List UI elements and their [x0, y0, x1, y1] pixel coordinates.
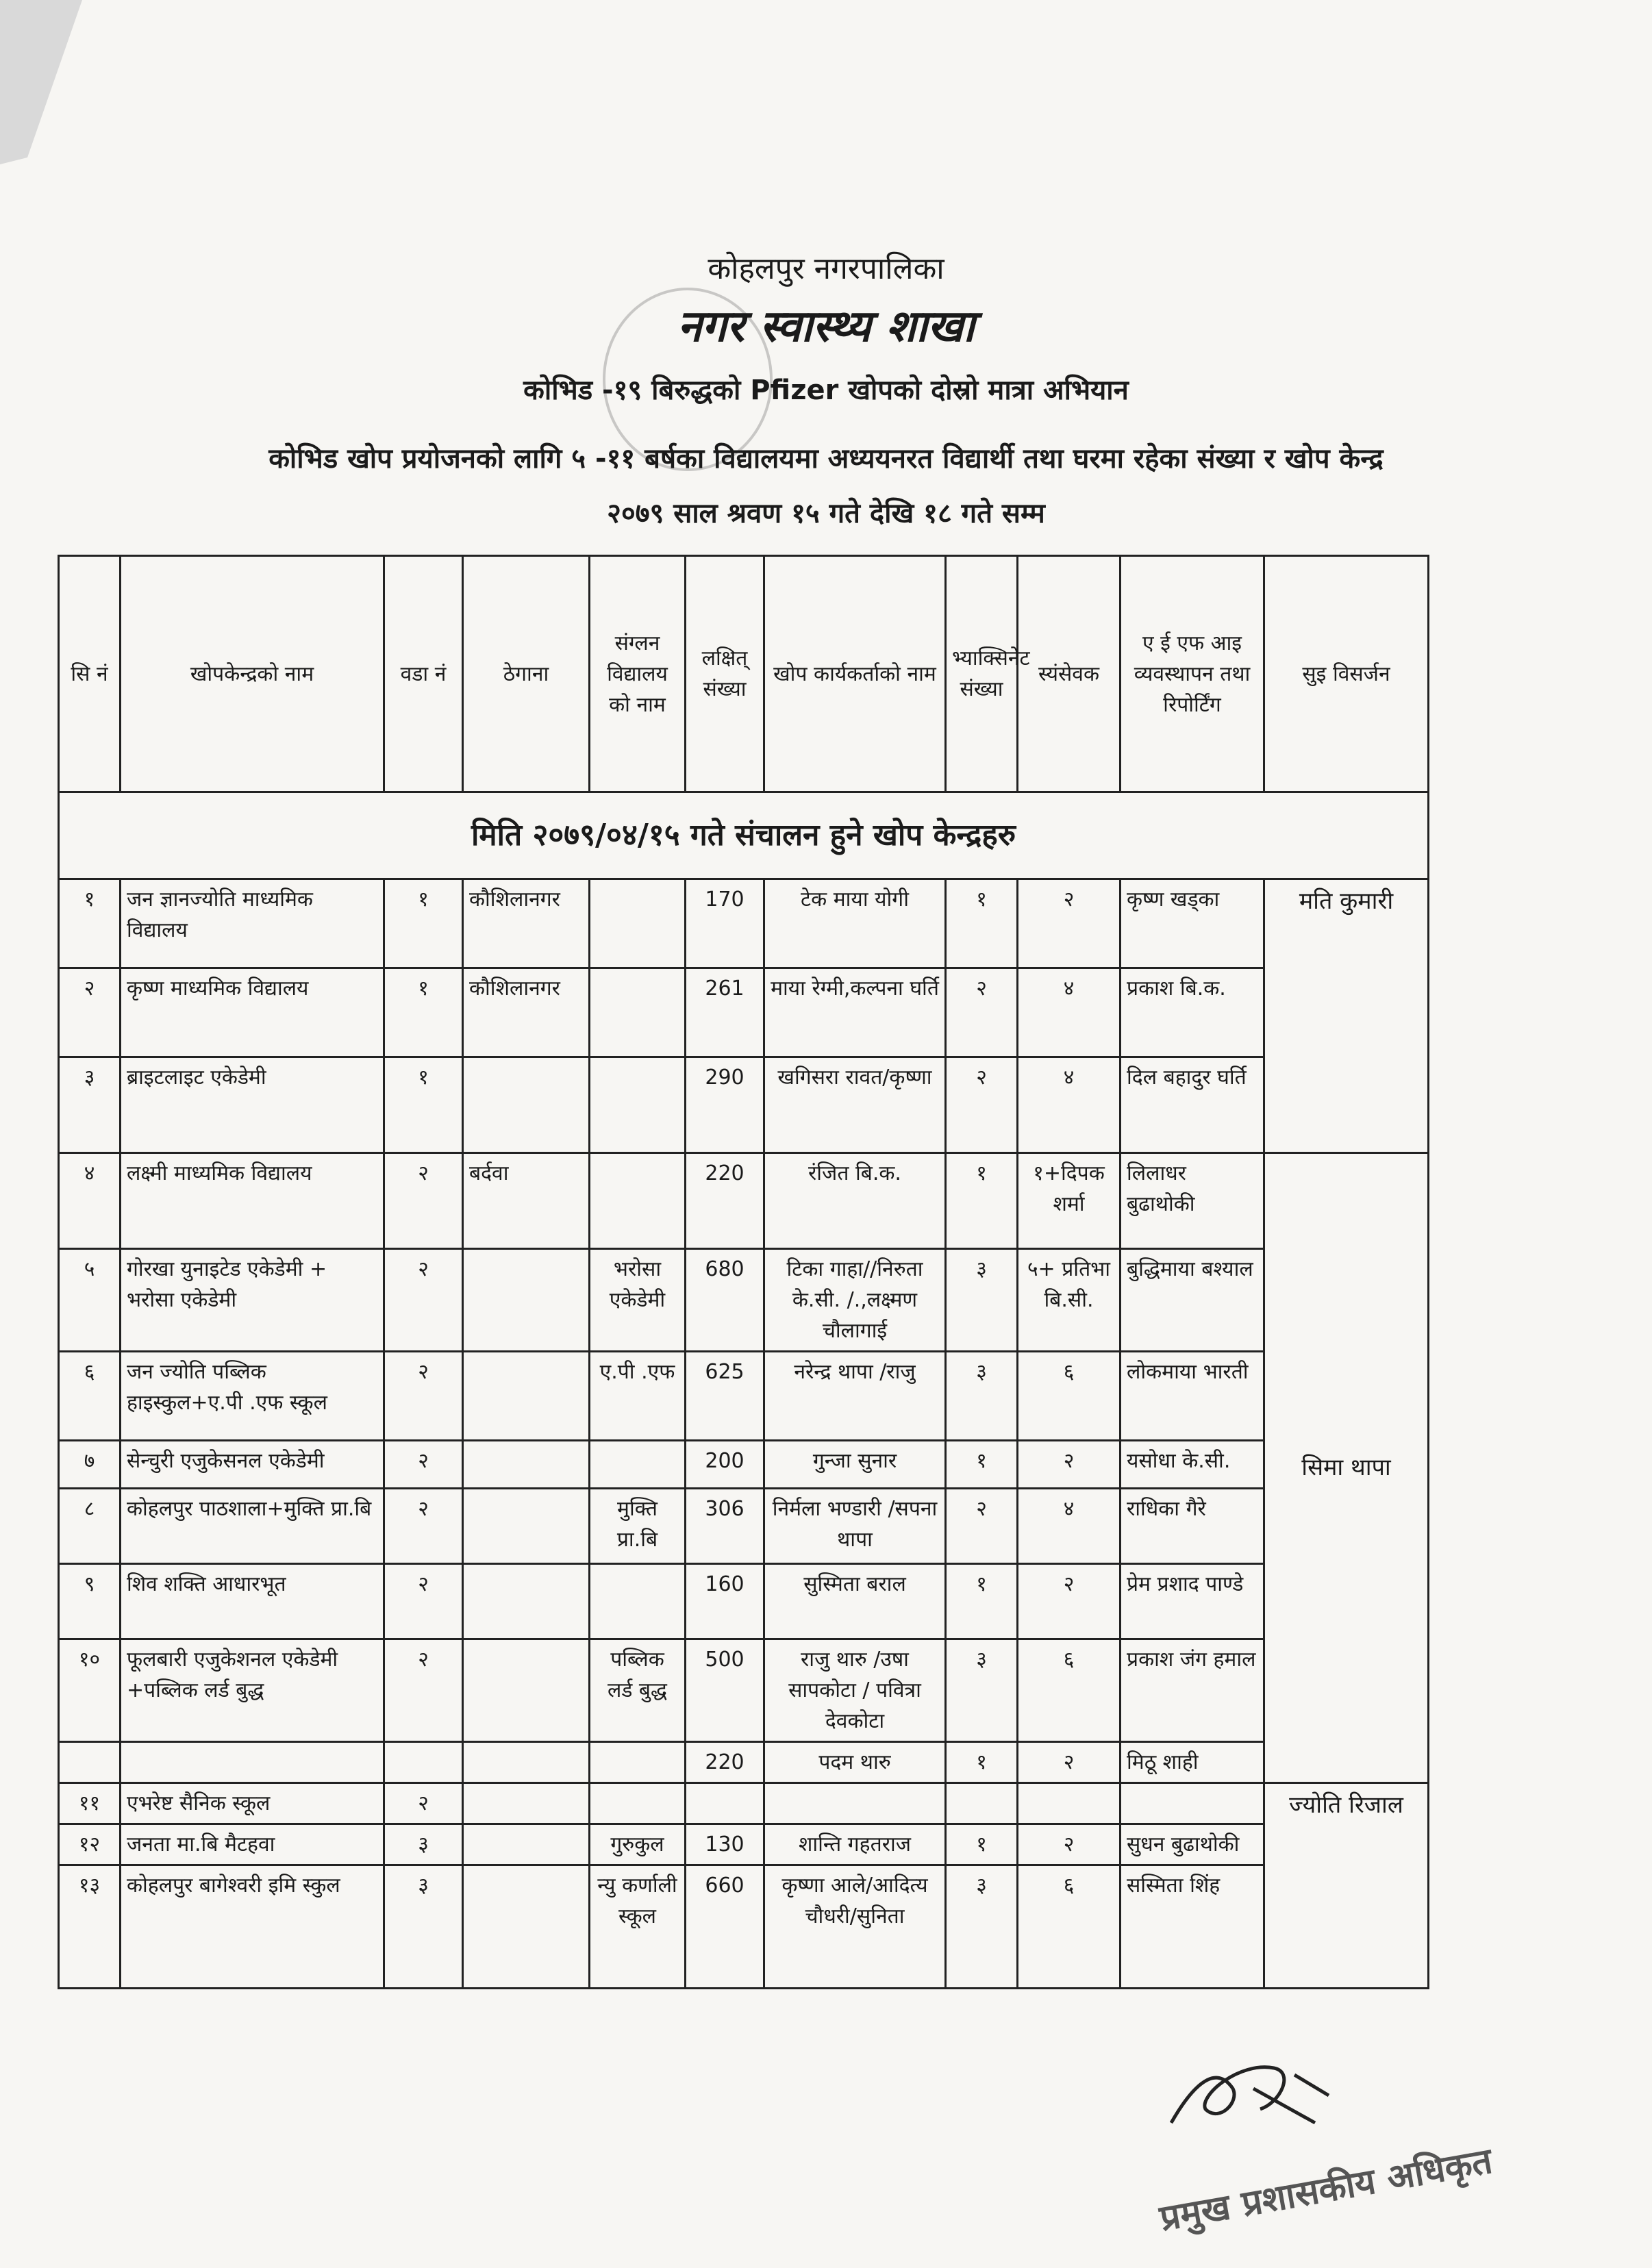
cell-aefi: प्रेम प्रशाद पाण्डे [1121, 1564, 1264, 1639]
cell-sn: २ [59, 968, 121, 1057]
col-header-ward: वडा नं [384, 556, 463, 792]
cell-ward: ३ [384, 1824, 463, 1865]
cell-center-name: जनता मा.बि मैटहवा [121, 1824, 384, 1865]
cell-target: 680 [686, 1249, 764, 1352]
vaccination-centers-table [58, 555, 1429, 1989]
cell-school [590, 1564, 686, 1639]
cell-sn: ६ [59, 1352, 121, 1441]
cell-volunteer [1018, 1783, 1121, 1824]
col-header-sn: सि नं [59, 556, 121, 792]
col-header-aefi: ए ई एफ आइ व्यवस्थापन तथा रिपोर्टिंग [1121, 556, 1264, 792]
cell-school: भरोसा एकेडेमी [590, 1249, 686, 1352]
document-subtitle: कोभिड खोप प्रयोजनको लागि ५ -११ बर्षका विद्यालयमा अध्ययनरत विद्यार्थी तथा घरमा रहेका संख्या र खोप केन्द्र [268, 443, 1384, 475]
cell-sn: ११ [59, 1783, 121, 1824]
cell-volunteer: ६ [1018, 1352, 1121, 1441]
col-header-address: ठेगाना [463, 556, 590, 792]
cell-worker: राजु थारु /उषा सापकोटा / पवित्रा देवकोटा [764, 1639, 946, 1742]
cell-volunteer: १+दिपक शर्मा [1018, 1153, 1121, 1249]
cell-worker: माया रेग्मी,कल्पना घर्ति [764, 968, 946, 1057]
cell-school: मुक्ति प्रा.बि [590, 1489, 686, 1564]
cell-sn [59, 1742, 121, 1783]
cell-ward: २ [384, 1249, 463, 1352]
cell-address [463, 1489, 590, 1564]
cell-target: 660 [686, 1865, 764, 1989]
cell-center-name: कृष्ण माध्यमिक विद्यालय [121, 968, 384, 1057]
cell-volunteer: ६ [1018, 1639, 1121, 1742]
municipality-name: कोहलपुर नगरपालिका [708, 251, 944, 286]
cell-center-name: जन ज्ञानज्योति माध्यमिक विद्यालय [121, 879, 384, 968]
table-row [59, 1153, 1429, 1249]
cell-vaccinator: २ [946, 1489, 1018, 1564]
col-header-disposal: सुइ विसर्जन [1264, 556, 1429, 792]
cell-school [590, 1153, 686, 1249]
cell-target [686, 1783, 764, 1824]
cell-center-name: शिव शक्ति आधारभूत [121, 1564, 384, 1639]
cell-worker: खगिसरा रावत/कृष्णा [764, 1057, 946, 1153]
cell-ward: ३ [384, 1865, 463, 1989]
cell-volunteer: ४ [1018, 1489, 1121, 1564]
cell-address [463, 1441, 590, 1489]
cell-target: 160 [686, 1564, 764, 1639]
cell-address [463, 1564, 590, 1639]
cell-volunteer: २ [1018, 879, 1121, 968]
cell-aefi: लिलाधर बुढाथोकी [1121, 1153, 1264, 1249]
section-row [59, 792, 1429, 879]
cell-ward: २ [384, 1489, 463, 1564]
cell-worker: टेक माया योगी [764, 879, 946, 968]
page-fold-shadow [0, 0, 96, 164]
cell-address [463, 1783, 590, 1824]
table-row [59, 1441, 1429, 1489]
cell-aefi: दिल बहादुर घर्ति [1121, 1057, 1264, 1153]
cell-ward: २ [384, 1441, 463, 1489]
cell-worker: रंजित बि.क. [764, 1153, 946, 1249]
cell-vaccinator: १ [946, 1441, 1018, 1489]
table-row [59, 1865, 1429, 1989]
cell-sn: १० [59, 1639, 121, 1742]
cell-worker: गुन्जा सुनार [764, 1441, 946, 1489]
cell-volunteer: ६ [1018, 1865, 1121, 1989]
cell-aefi: प्रकाश जंग हमाल [1121, 1639, 1264, 1742]
cell-center-name [121, 1742, 384, 1783]
cell-target: 220 [686, 1742, 764, 1783]
table-row [59, 1783, 1429, 1824]
cell-address [463, 1352, 590, 1441]
cell-ward [384, 1742, 463, 1783]
section-title: मिति २०७९/०४/१५ गते संचालन हुने खोप केन्द्रहरु [59, 792, 1429, 879]
cell-center-name: फूलबारी एजुकेशनल एकेडेमी +पब्लिक लर्ड बुद्ध [121, 1639, 384, 1742]
cell-target: 290 [686, 1057, 764, 1153]
cell-address [463, 1249, 590, 1352]
cell-ward: १ [384, 968, 463, 1057]
cell-center-name: एभरेष्ट सैनिक स्कूल [121, 1783, 384, 1824]
cell-school [590, 1441, 686, 1489]
cell-ward: १ [384, 879, 463, 968]
cell-center-name: गोरखा युनाइटेड एकेडेमी + भरोसा एकेडेमी [121, 1249, 384, 1352]
col-header-volunteer: स्यंसेवक [1018, 556, 1121, 792]
cell-vaccinator: २ [946, 968, 1018, 1057]
cell-target: 500 [686, 1639, 764, 1742]
table-row [59, 1249, 1429, 1352]
cell-aefi: यसोधा के.सी. [1121, 1441, 1264, 1489]
cell-ward: २ [384, 1352, 463, 1441]
cell-center-name: लक्ष्मी माध्यमिक विद्यालय [121, 1153, 384, 1249]
table-row [59, 968, 1429, 1057]
cell-school: ए.पी .एफ [590, 1352, 686, 1441]
cell-address: कौशिलानगर [463, 879, 590, 968]
cell-address [463, 1057, 590, 1153]
cell-disposal: मति कुमारी [1264, 879, 1429, 1153]
branch-name: नगर स्वास्थ्य शाखा [677, 301, 975, 352]
col-header-target: लक्षित् संख्या [686, 556, 764, 792]
cell-vaccinator: ३ [946, 1249, 1018, 1352]
table-row [59, 1352, 1429, 1441]
cell-target: 306 [686, 1489, 764, 1564]
cell-volunteer: ४ [1018, 968, 1121, 1057]
cell-vaccinator: १ [946, 1564, 1018, 1639]
cell-aefi: कृष्ण खड्का [1121, 879, 1264, 968]
cell-sn: ५ [59, 1249, 121, 1352]
cell-target: 625 [686, 1352, 764, 1441]
cell-vaccinator: १ [946, 1153, 1018, 1249]
cell-address [463, 1865, 590, 1989]
cell-sn: १३ [59, 1865, 121, 1989]
cell-disposal: सिमा थापा [1264, 1153, 1429, 1783]
cell-aefi: प्रकाश बि.क. [1121, 968, 1264, 1057]
signature [1157, 2048, 1349, 2143]
cell-vaccinator [946, 1783, 1018, 1824]
table-row [59, 1489, 1429, 1564]
cell-target: 170 [686, 879, 764, 968]
cell-worker: पदम थारु [764, 1742, 946, 1783]
cell-school: गुरुकुल [590, 1824, 686, 1865]
cell-school [590, 1057, 686, 1153]
table-row [59, 1742, 1429, 1783]
cell-volunteer: २ [1018, 1824, 1121, 1865]
cell-volunteer: ४ [1018, 1057, 1121, 1153]
cell-ward: २ [384, 1783, 463, 1824]
cell-vaccinator: ३ [946, 1865, 1018, 1989]
cell-ward: २ [384, 1153, 463, 1249]
cell-worker: सुस्मिता बराल [764, 1564, 946, 1639]
cell-target: 130 [686, 1824, 764, 1865]
col-header-vaccinator: भ्याक्सिनेट संख्या [946, 556, 1018, 792]
cell-worker: कृष्णा आले/आदित्य चौधरी/सुनिता [764, 1865, 946, 1989]
cell-aefi: मिठू शाही [1121, 1742, 1264, 1783]
cell-vaccinator: १ [946, 1742, 1018, 1783]
cell-target: 220 [686, 1153, 764, 1249]
cell-school [590, 1742, 686, 1783]
cell-center-name: जन ज्योति पब्लिक हाइस्कुल+ए.पी .एफ स्कूल [121, 1352, 384, 1441]
cell-volunteer: २ [1018, 1441, 1121, 1489]
cell-worker: शान्ति गहतराज [764, 1824, 946, 1865]
cell-vaccinator: १ [946, 879, 1018, 968]
cell-vaccinator: ३ [946, 1639, 1018, 1742]
cell-volunteer: २ [1018, 1742, 1121, 1783]
cell-address: कौशिलानगर [463, 968, 590, 1057]
col-header-attached-school: संग्लन विद्यालय को नाम [590, 556, 686, 792]
cell-ward: २ [384, 1564, 463, 1639]
cell-disposal: ज्योति रिजाल [1264, 1783, 1429, 1989]
cell-sn: ३ [59, 1057, 121, 1153]
cell-school: न्यु कर्णाली स्कूल [590, 1865, 686, 1989]
table-row [59, 1824, 1429, 1865]
cell-center-name: सेन्चुरी एजुकेसनल एकेडेमी [121, 1441, 384, 1489]
cell-volunteer: २ [1018, 1564, 1121, 1639]
cell-aefi: लोकमाया भारती [1121, 1352, 1264, 1441]
cell-target: 200 [686, 1441, 764, 1489]
cell-sn: ८ [59, 1489, 121, 1564]
cell-ward: १ [384, 1057, 463, 1153]
cell-vaccinator: २ [946, 1057, 1018, 1153]
cell-address [463, 1742, 590, 1783]
cell-worker: निर्मला भण्डारी /सपना थापा [764, 1489, 946, 1564]
table-row [59, 1564, 1429, 1639]
cell-worker: टिका गाहा//निरुता के.सी. /.,लक्ष्मण चौलागाई [764, 1249, 946, 1352]
cell-center-name: ब्राइटलाइट एकेडेमी [121, 1057, 384, 1153]
cell-school [590, 879, 686, 968]
col-header-worker: खोप कार्यकर्ताको नाम [764, 556, 946, 792]
cell-aefi: सुधन बुढाथोकी [1121, 1824, 1264, 1865]
cell-sn: ४ [59, 1153, 121, 1249]
col-header-center-name: खोपकेन्द्रको नाम [121, 556, 384, 792]
signature-caption: प्रमुख प्रशासकीय अधिकृत [1156, 2140, 1496, 2240]
table-row [59, 879, 1429, 968]
cell-vaccinator: ३ [946, 1352, 1018, 1441]
cell-aefi: सस्मिता शिंह [1121, 1865, 1264, 1989]
cell-worker [764, 1783, 946, 1824]
cell-worker: नरेन्द्र थापा /राजु [764, 1352, 946, 1441]
cell-sn: १ [59, 879, 121, 968]
cell-aefi [1121, 1783, 1264, 1824]
cell-volunteer: ५+ प्रतिभा बि.सी. [1018, 1249, 1121, 1352]
cell-ward: २ [384, 1639, 463, 1742]
campaign-title: कोभिड -१९ बिरुद्धको Pfizer खोपको दोस्रो मात्रा अभियान [523, 375, 1129, 406]
cell-sn: ९ [59, 1564, 121, 1639]
cell-target: 261 [686, 968, 764, 1057]
cell-sn: १२ [59, 1824, 121, 1865]
cell-school [590, 968, 686, 1057]
cell-school [590, 1783, 686, 1824]
cell-aefi: बुद्धिमाया बश्याल [1121, 1249, 1264, 1352]
cell-center-name: कोहलपुर बागेश्वरी इमि स्कुल [121, 1865, 384, 1989]
cell-address [463, 1639, 590, 1742]
table-header-row [59, 556, 1429, 792]
table-row [59, 1057, 1429, 1153]
date-range: २०७९ साल श्रवण १५ गते देखि १८ गते सम्म [607, 498, 1045, 529]
cell-vaccinator: १ [946, 1824, 1018, 1865]
cell-aefi: राधिका गैरे [1121, 1489, 1264, 1564]
cell-center-name: कोहलपुर पाठशाला+मुक्ति प्रा.बि [121, 1489, 384, 1564]
cell-school: पब्लिक लर्ड बुद्ध [590, 1639, 686, 1742]
cell-address [463, 1824, 590, 1865]
table-row [59, 1639, 1429, 1742]
cell-address: बर्दवा [463, 1153, 590, 1249]
cell-sn: ७ [59, 1441, 121, 1489]
